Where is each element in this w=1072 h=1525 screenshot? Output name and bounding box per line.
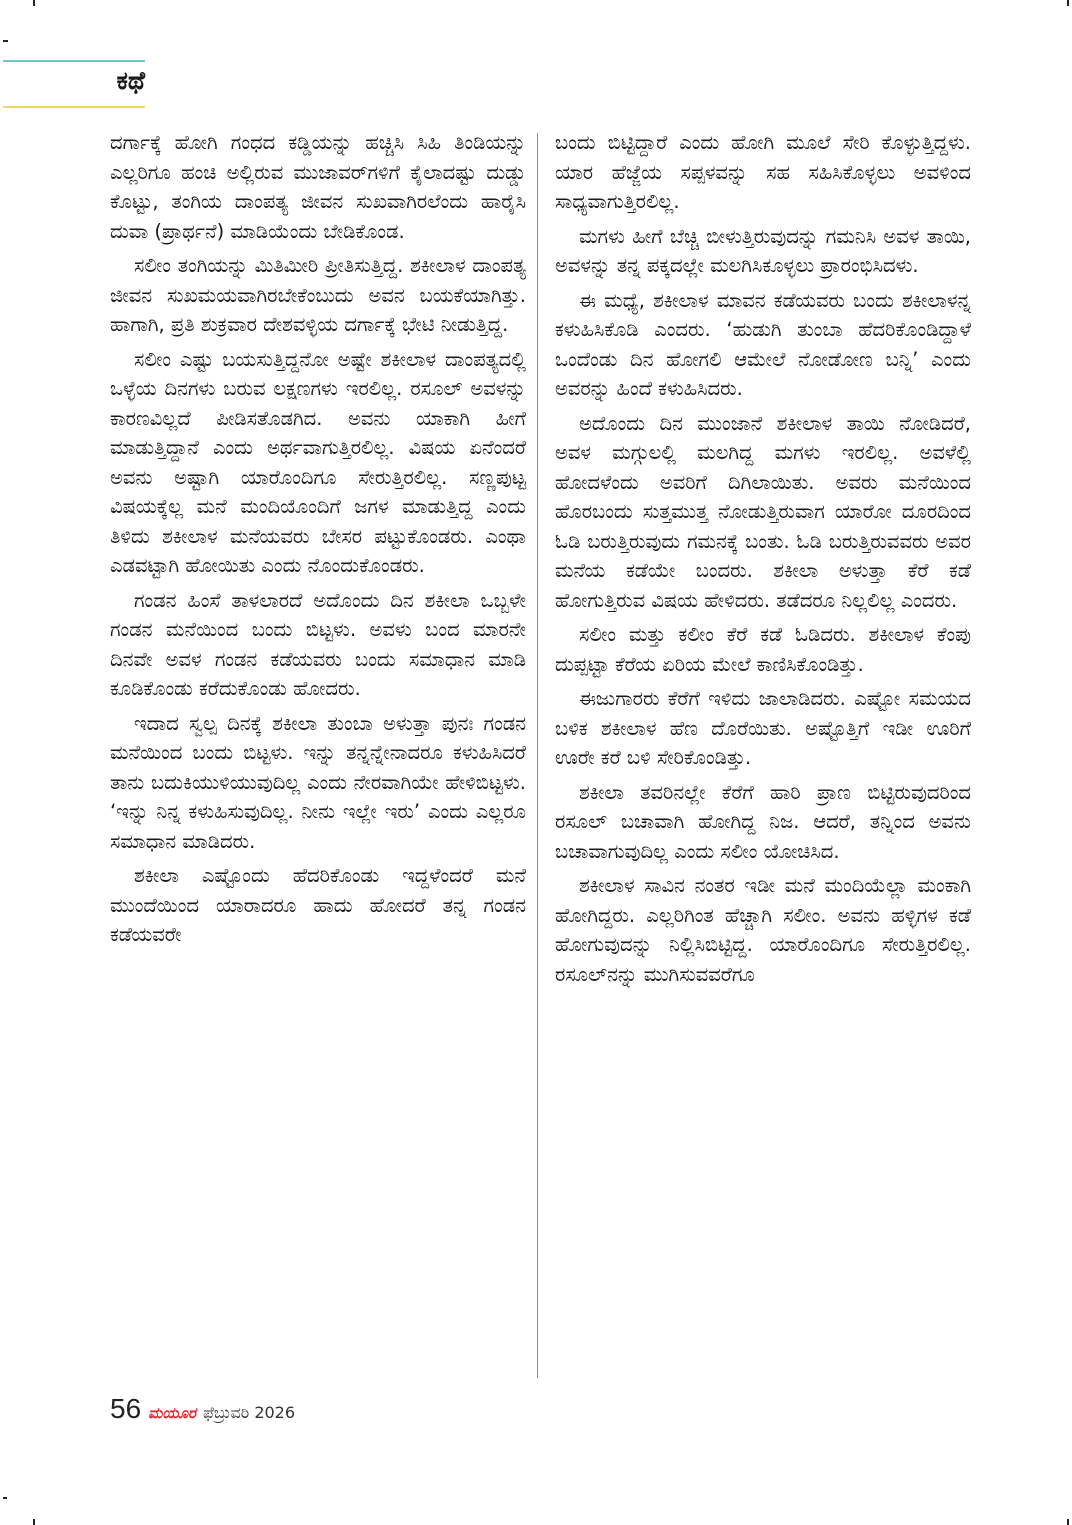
section-title: ಕಥೆ — [116, 66, 145, 95]
article-column-left — [110, 128, 526, 955]
crop-mark — [3, 1497, 7, 1499]
paragraph: ಸಲೀಂ ಎಷ್ಟು ಬಯಸುತ್ತಿದ್ದನೋ ಅಷ್ಟೇ ಶಕೀಲಾಳ ದಾಂಪತ್ಯದಲ್ಲಿ ಒಳ್ಳೆಯ ದಿನಗಳು ಬರುವ ಲಕ್ಷಣಗಳು ಇರಲಿಲ್ಲ. ರಸೂಲ್ ಅವಳನ್ನು ಕಾರಣವಿಲ್ಲದೆ ಪೀಡಿಸತೊಡಗಿದ. ಅವನು ಯಾಕಾಗಿ ಹೀಗೆ ಮಾಡುತ್ತಿದ್ದಾನೆ ಎಂದು ಅರ್ಥವಾಗುತ್ತಿರಲಿಲ್ಲ. ವಿಷಯ ಏನೆಂದರೆ ಅವನು ಅಷ್ಟಾಗಿ ಯಾರೊಂದಿಗೂ ಸೇರುತ್ತಿರಲಿಲ್ಲ. ಸಣ್ಣಪುಟ್ಟ ವಿಷಯಕ್ಕೆಲ್ಲ ಮನೆ ಮಂದಿಯೊಂದಿಗೆ ಜಗಳ ಮಾಡುತ್ತಿದ್ದ ಎಂದು ತಿಳಿದು ಶಕೀಲಾಳ ಮನೆಯವರು ಬೇಸರ ಪಟ್ಟುಕೊಂಡರು. ಎಂಥಾ ಎಡವಟ್ಟಾಗಿ ಹೋಯಿತು ಎಂದು ನೊಂದುಕೊಂಡರು. — [110, 347, 526, 577]
paragraph: ಇದಾದ ಸ್ವಲ್ಪ ದಿನಕ್ಕೆ ಶಕೀಲಾ ತುಂಬಾ ಅಳುತ್ತಾ ಪುನಃ ಗಂಡನ ಮನೆಯಿಂದ ಬಂದು ಬಿಟ್ಟಳು. ಇನ್ನು ತನ್ನನ್ನೇನಾದರೂ ಕಳುಹಿಸಿದರೆ ತಾನು ಬದುಕಿಯುಳಿಯುವುದಿಲ್ಲ ಎಂದು ನೇರವಾಗಿಯೇ ಹೇಳಿಬಿಟ್ಟಳು. ‘ಇನ್ನು ನಿನ್ನ ಕಳುಹಿಸುವುದಿಲ್ಲ. ನೀನು ಇಲ್ಲೇ ಇರು’ ಎಂದು ಎಲ್ಲರೂ ಸಮಾಧಾನ ಮಾಡಿದರು. — [110, 711, 526, 853]
paragraph: ಶಕೀಲಾಳ ಸಾವಿನ ನಂತರ ಇಡೀ ಮನೆ ಮಂದಿಯೆಲ್ಲಾ ಮಂಕಾಗಿ ಹೋಗಿದ್ದರು. ಎಲ್ಲರಿಗಿಂತ ಹೆಚ್ಚಾಗಿ ಸಲೀಂ. ಅವನು ಹಳ್ಳಿಗಳ ಕಡೆ ಹೋಗುವುದನ್ನು ನಿಲ್ಲಿಸಿಬಿಟ್ಟಿದ್ದ. ಯಾರೊಂದಿಗೂ ಸೇರುತ್ತಿರಲಿಲ್ಲ. ರಸೂಲ್‌ನನ್ನು ಮುಗಿಸುವವರೆಗೂ — [555, 874, 971, 986]
column-divider — [537, 133, 538, 1378]
paragraph: ಸಲೀಂ ತಂಗಿಯನ್ನು ಮಿತಿಮೀರಿ ಪ್ರೀತಿಸುತ್ತಿದ್ದ. ಶಕೀಲಾಳ ದಾಂಪತ್ಯ ಜೀವನ ಸುಖಮಯವಾಗಿರಬೇಕೆಂಬುದು ಅವನ ಬಯಕೆಯಾಗಿತ್ತು. ಹಾಗಾಗಿ, ಪ್ರತಿ ಶುಕ್ರವಾರ ದೇಶವಳ್ಳಿಯ ದರ್ಗಾಕ್ಕೆ ಭೇಟಿ ನೀಡುತ್ತಿದ್ದ. — [110, 254, 526, 336]
page-number: 56 — [110, 1393, 142, 1424]
paragraph: ಸಲೀಂ ಮತ್ತು ಕಲೀಂ ಕೆರೆ ಕಡೆ ಓಡಿದರು. ಶಕೀಲಾಳ ಕೆಂಪು ದುಪ್ಪಟ್ಟಾ ಕೆರೆಯ ಏರಿಯ ಮೇಲೆ ಕಾಣಿಸಿಕೊಂಡಿತ್ತು. — [555, 623, 971, 676]
crop-mark — [1067, 0, 1069, 6]
paragraph: ಬಂದು ಬಿಟ್ಟಿದ್ದಾರೆ ಎಂದು ಹೋಗಿ ಮೂಲೆ ಸೇರಿ ಕೊಳ್ಳುತ್ತಿದ್ದಳು. ಯಾರ ಹೆಜ್ಜೆಯ ಸಪ್ಪಳವನ್ನು ಸಹ ಸಹಿಸಿಕೊಳ್ಳಲು ಅವಳಿಂದ ಸಾಧ್ಯವಾಗುತ್ತಿರಲಿಲ್ಲ. — [555, 131, 971, 213]
page-footer — [110, 1393, 295, 1425]
paragraph: ಈ ಮಧ್ಯೆ, ಶಕೀಲಾಳ ಮಾವನ ಕಡೆಯವರು ಬಂದು ಶಕೀಲಾಳನ್ನ ಕಳುಹಿಸಿಕೊಡಿ ಎಂದರು. ‘ಹುಡುಗಿ ತುಂಬಾ ಹೆದರಿಕೊಂಡಿದ್ದಾಳೆ ಒಂದೆಂಡು ದಿನ ಹೋಗಲಿ ಆಮೇಲೆ ನೋಡೋಣ ಬನ್ನಿ’ ಎಂದು ಅವರನ್ನು ಹಿಂದೆ ಕಳುಹಿಸಿದರು. — [555, 288, 971, 400]
paragraph: ದರ್ಗಾಕ್ಕೆ ಹೋಗಿ ಗಂಧದ ಕಡ್ಡಿಯನ್ನು ಹಚ್ಚಿಸಿ ಸಿಹಿ ತಿಂಡಿಯನ್ನು ಎಲ್ಲರಿಗೂ ಹಂಚಿ ಅಲ್ಲಿರುವ ಮುಜಾವರ್‌ಗಳಿಗೆ ಕೈಲಾದಷ್ಟು ದುಡ್ಡು ಕೊಟ್ಟು, ತಂಗಿಯ ದಾಂಪತ್ಯ ಜೀವನ ಸುಖವಾಗಿರಲೆಂದು ಹಾರೈಸಿ ದುವಾ (ಪ್ರಾರ್ಥನೆ) ಮಾಡಿಯೆಂದು ಬೇಡಿಕೊಂಡ. — [110, 131, 526, 243]
paragraph: ಶಕೀಲಾ ತವರಿನಲ್ಲೇ ಕೆರೆಗೆ ಹಾರಿ ಪ್ರಾಣ ಬಿಟ್ಟಿರುವುದರಿಂದ ರಸೂಲ್ ಬಚಾವಾಗಿ ಹೋಗಿದ್ದ ನಿಜ. ಆದರೆ, ತನ್ನಿಂದ ಅವನು ಬಚಾವಾಗುವುದಿಲ್ಲ ಎಂದು ಸಲೀಂ ಯೋಚಿಸಿದ. — [555, 780, 971, 863]
crop-mark — [33, 0, 35, 6]
paragraph: ಅದೊಂದು ದಿನ ಮುಂಜಾನೆ ಶಕೀಲಾಳ ತಾಯಿ ನೋಡಿದರೆ, ಅವಳ ಮಗ್ಗುಲಲ್ಲಿ ಮಲಗಿದ್ದ ಮಗಳು ಇರಲಿಲ್ಲ. ಅವಳೆಲ್ಲಿ ಹೋದಳೆಂದು ಅವರಿಗೆ ದಿಗಿಲಾಯಿತು. ಅವರು ಮನೆಯಿಂದ ಹೊರಬಂದು ಸುತ್ತಮುತ್ತ ನೋಡುತ್ತಿರುವಾಗ ಯಾರೋ ದೂರದಿಂದ ಓಡಿ ಬರುತ್ತಿರುವುದು ಗಮನಕ್ಕೆ ಬಂತು. ಓಡಿ ಬರುತ್ತಿರುವವರು ಅವರ ಮನೆಯ ಕಡೆಯೇ ಬಂದರು. ಶಕೀಲಾ ಅಳುತ್ತಾ ಕೆರೆ ಕಡೆ ಹೋಗುತ್ತಿರುವ ವಿಷಯ ಹೇಳಿದರು. ತಡೆದರೂ ನಿಲ್ಲಲಿಲ್ಲ ಎಂದರು. — [555, 411, 971, 612]
header-rule-bottom — [3, 106, 145, 108]
paragraph: ಶಕೀಲಾ ಎಷ್ಟೊಂದು ಹೆದರಿಕೊಂಡು ಇದ್ದಳೆಂದರೆ ಮನೆ ಮುಂದೆಯಿಂದ ಯಾರಾದರೂ ಹಾದು ಹೋದರೆ ತನ್ನ ಗಂಡನ ಕಡೆಯವರೇ — [110, 864, 526, 946]
article-column-right — [555, 128, 971, 994]
paragraph: ಗಂಡನ ಹಿಂಸೆ ತಾಳಲಾರದೆ ಅದೊಂದು ದಿನ ಶಕೀಲಾ ಒಬ್ಬಳೇ ಗಂಡನ ಮನೆಯಿಂದ ಬಂದು ಬಿಟ್ಟಳು. ಅವಳು ಬಂದ ಮಾರನೇ ದಿನವೇ ಅವಳ ಗಂಡನ ಕಡೆಯವರು ಬಂದು ಸಮಾಧಾನ ಮಾಡಿ ಕೂಡಿಕೊಂಡು ಕರೆದುಕೊಂಡು ಹೋದರು. — [110, 588, 526, 700]
crop-mark — [1067, 1519, 1069, 1525]
magazine-logo: ಮಯೂರ — [148, 1404, 196, 1422]
paragraph: ಈಜುಗಾರರು ಕೆರೆಗೆ ಇಳಿದು ಜಾಲಾಡಿದರು. ಎಷ್ಟೋ ಸಮಯದ ಬಳಿಕ ಶಕೀಲಾಳ ಹೆಣ ದೊರೆಯಿತು. ಅಷ್ಟೊತ್ತಿಗೆ ಇಡೀ ಊರಿಗೆ ಊರೇ ಕರೆ ಬಳಿ ಸೇರಿಕೊಂಡಿತ್ತು. — [555, 687, 971, 769]
issue-date: ಫೆಬ್ರುವರಿ 2026 — [203, 1403, 296, 1422]
header-rule-top — [3, 60, 145, 62]
crop-mark — [3, 40, 8, 42]
crop-mark — [33, 1519, 35, 1525]
paragraph: ಮಗಳು ಹೀಗೆ ಬೆಚ್ಚಿ ಬೀಳುತ್ತಿರುವುದನ್ನು ಗಮನಿಸಿ ಅವಳ ತಾಯಿ, ಅವಳನ್ನು ತನ್ನ ಪಕ್ಕದಲ್ಲೇ ಮಲಗಿಸಿಕೂಳ್ಳಲು ಪ್ರಾರಂಭಿಸಿದಳು. — [555, 224, 971, 277]
